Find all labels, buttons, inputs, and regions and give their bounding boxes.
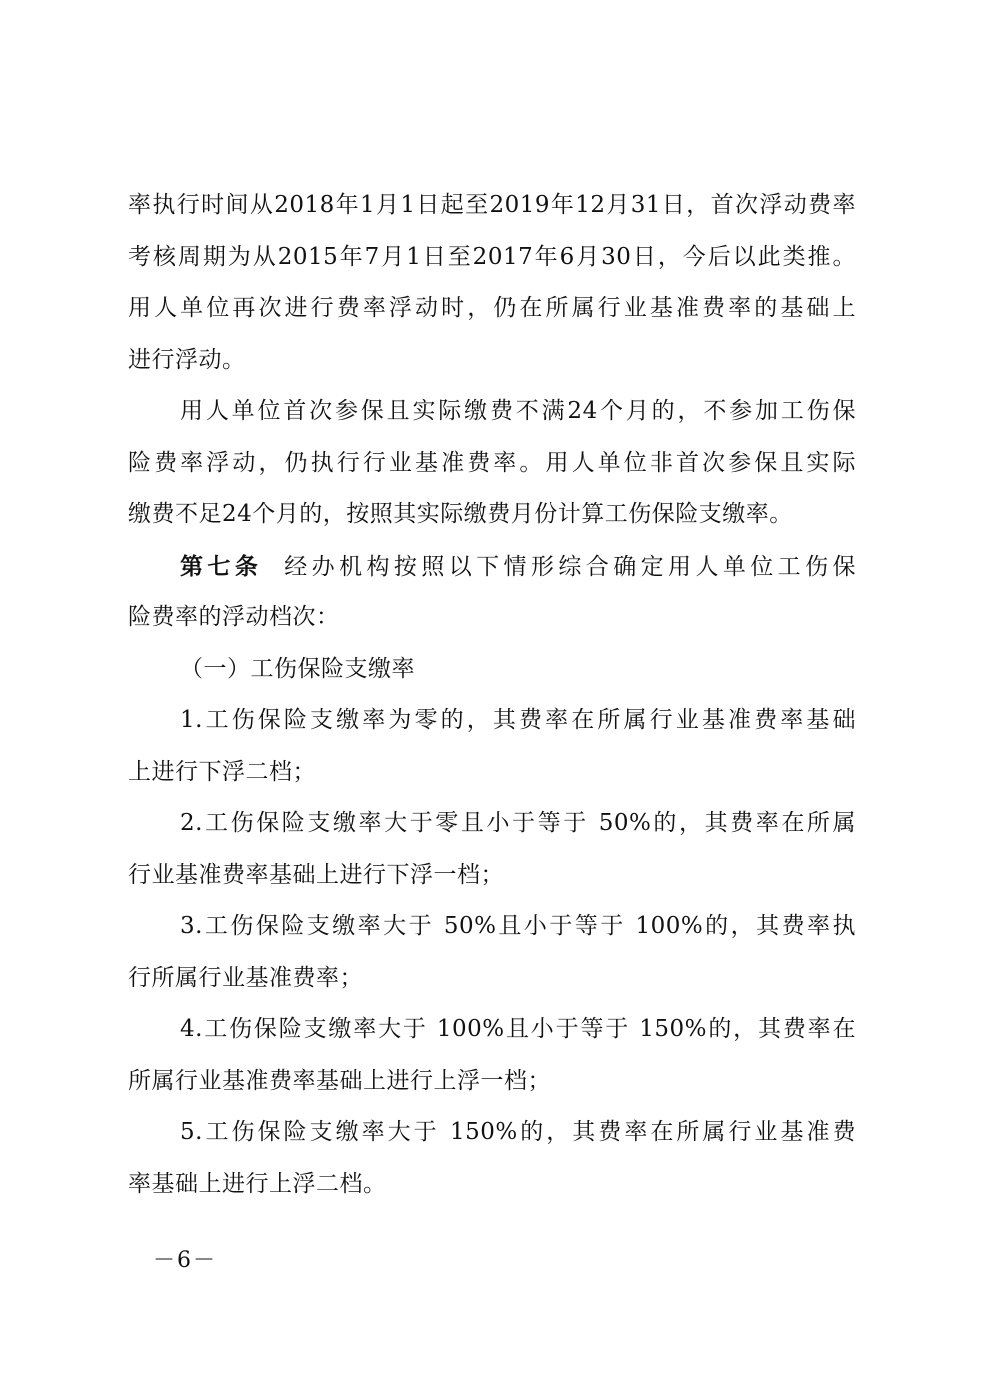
list-item-line: 所属行业基准费率基础上进行上浮一档；: [128, 1067, 551, 1094]
page-number: －6－: [153, 1248, 217, 1273]
section-heading: （一）工伤保险支缴率: [180, 655, 415, 682]
list-item-line: 3.工伤保险支缴率大于 50%且小于等于 100%的，其费率执: [180, 913, 856, 939]
article-text: 经办机构按照以下情形综合确定用人单位工伤保: [284, 553, 857, 580]
text-line: 缴费不足24个月的，按照其实际缴费月份计算工伤保险支缴率。: [128, 501, 793, 527]
list-item-line: 1.工伤保险支缴率为零的，其费率在所属行业基准费率基础: [180, 707, 856, 733]
article-heading: 第七条: [180, 552, 263, 580]
text-line: 险费率的浮动档次：: [128, 604, 340, 630]
list-item-line: 5.工伤保险支缴率大于 150%的，其费率在所属行业基准费: [180, 1119, 856, 1145]
text-line: 进行浮动。: [128, 346, 246, 373]
text-line: 险费率浮动，仍执行行业基准费率。用人单位非首次参保且实际: [128, 449, 856, 476]
list-item-line: 上进行下浮二档；: [128, 758, 316, 785]
text-line: 考核周期为从2015年7月1日至2017年6月30日，今后以此类推。: [128, 243, 856, 270]
list-item-line: 行所属行业基准费率；: [128, 964, 363, 991]
article-line: [128, 541, 856, 593]
list-item-line: 4.工伤保险支缴率大于 100%且小于等于 150%的，其费率在: [180, 1016, 856, 1042]
text-line: 率执行时间从2018年1月1日起至2019年12月31日，首次浮动费率: [128, 192, 856, 218]
text-line: 用人单位首次参保且实际缴费不满24个月的，不参加工伤保: [180, 398, 856, 424]
list-item-line: 率基础上进行上浮二档。: [128, 1170, 387, 1197]
list-item-line: 行业基准费率基础上进行下浮一档；: [128, 861, 504, 888]
document-body: [128, 180, 856, 1210]
text-line: 用人单位再次进行费率浮动时，仍在所属行业基准费率的基础上: [128, 295, 856, 321]
list-item-line: 2.工伤保险支缴率大于零且小于等于 50%的，其费率在所属: [180, 810, 856, 836]
